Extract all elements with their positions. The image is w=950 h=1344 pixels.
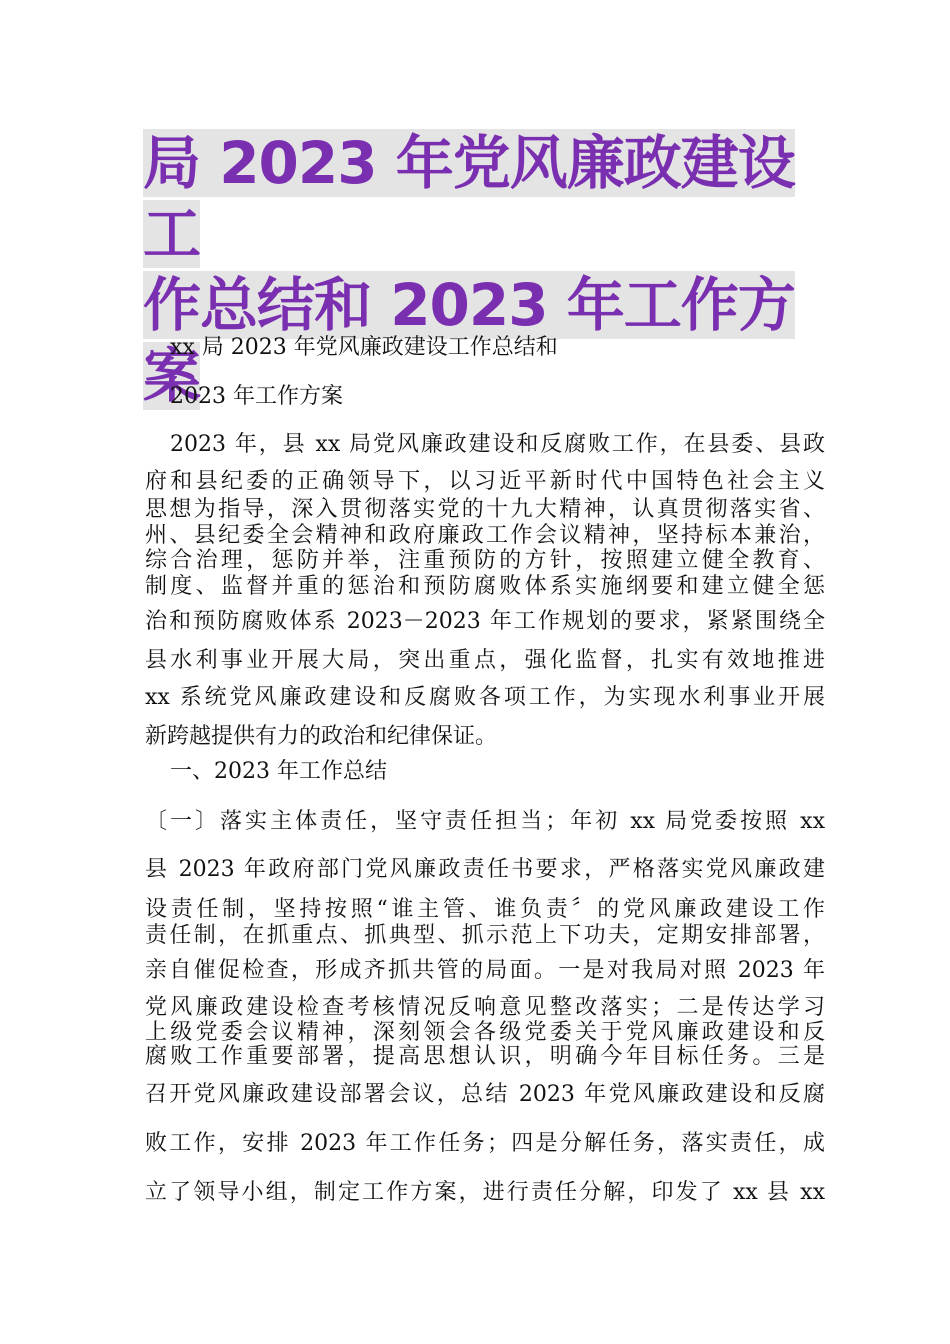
paragraph-line: 制度、监督并重的惩治和预防腐败体系实施纲要和建立健全惩 <box>145 574 825 599</box>
paragraph-line: 治和预防腐败体系 2023－2023 年工作规划的要求，紧紧围绕全 <box>145 609 825 634</box>
document-title <box>143 128 823 412</box>
paragraph-line: 思想为指导，深入贯彻落实党的十九大精神，认真贯彻落实省、 <box>145 497 825 522</box>
paragraph-line: 亲自催促检查，形成齐抓共管的局面。一是对我局对照 2023 年 <box>145 958 825 983</box>
paragraph-line: 设责任制，坚持按照“谁主管、谁负责〞的党风廉政建设工作 <box>145 897 825 922</box>
title-line-2: 作总结和 2023 年工作方案 <box>143 271 795 410</box>
paragraph-line: 腐败工作重要部署，提高思想认识，明确今年目标任务。三是 <box>145 1044 825 1069</box>
paragraph-line: 责任制，在抓重点、抓典型、抓示范上下功夫，定期安排部署， <box>145 923 825 948</box>
paragraph-line: 县水利事业开展大局，突出重点，强化监督，扎实有效地推进 <box>145 648 825 673</box>
paragraph-line: 〔一〕落实主体责任，坚守责任担当；年初 xx 局党委按照 xx <box>145 809 825 834</box>
paragraph-line: 上级党委会议精神，深刻领会各级党委关于党风廉政建设和反 <box>145 1020 825 1045</box>
paragraph-line: xx 系统党风廉政建设和反腐败各项工作，为实现水利事业开展 <box>145 685 825 710</box>
title-line-1: 局 2023 年党风廉政建设工 <box>143 129 795 268</box>
paragraph-line: 府和县纪委的正确领导下，以习近平新时代中国特色社会主义 <box>145 469 825 494</box>
paragraph-line: 败工作，安排 2023 年工作任务；四是分解任务，落实责任，成 <box>145 1131 825 1156</box>
paragraph-line: 综合治理，惩防并举，注重预防的方针，按照建立健全教育、 <box>145 548 825 573</box>
paragraph-line: 党风廉政建设检查考核情况反响意见整改落实；二是传达学习 <box>145 995 825 1020</box>
paragraph-line: 召开党风廉政建设部署会议，总结 2023 年党风廉政建设和反腐 <box>145 1082 825 1107</box>
paragraph-line: 县 2023 年政府部门党风廉政责任书要求，严格落实党风廉政建 <box>145 857 825 882</box>
paragraph-line: 立了领导小组，制定工作方案，进行责任分解，印发了 xx 县 xx <box>145 1180 825 1205</box>
paragraph-line: 新跨越提供有力的政治和纪律保证。 <box>145 724 498 749</box>
subtitle-line-1: xx 局 2023 年党风廉政建设工作总结和 <box>170 335 558 360</box>
paragraph-line: 州、县纪委全会精神和政府廉政工作会议精神，坚持标本兼治， <box>145 523 825 548</box>
paragraph-line: 2023 年，县 xx 局党风廉政建设和反腐败工作，在县委、县政 <box>170 432 825 457</box>
subtitle-line-2: 2023 年工作方案 <box>170 384 343 409</box>
section-heading: 一、2023 年工作总结 <box>170 759 387 784</box>
